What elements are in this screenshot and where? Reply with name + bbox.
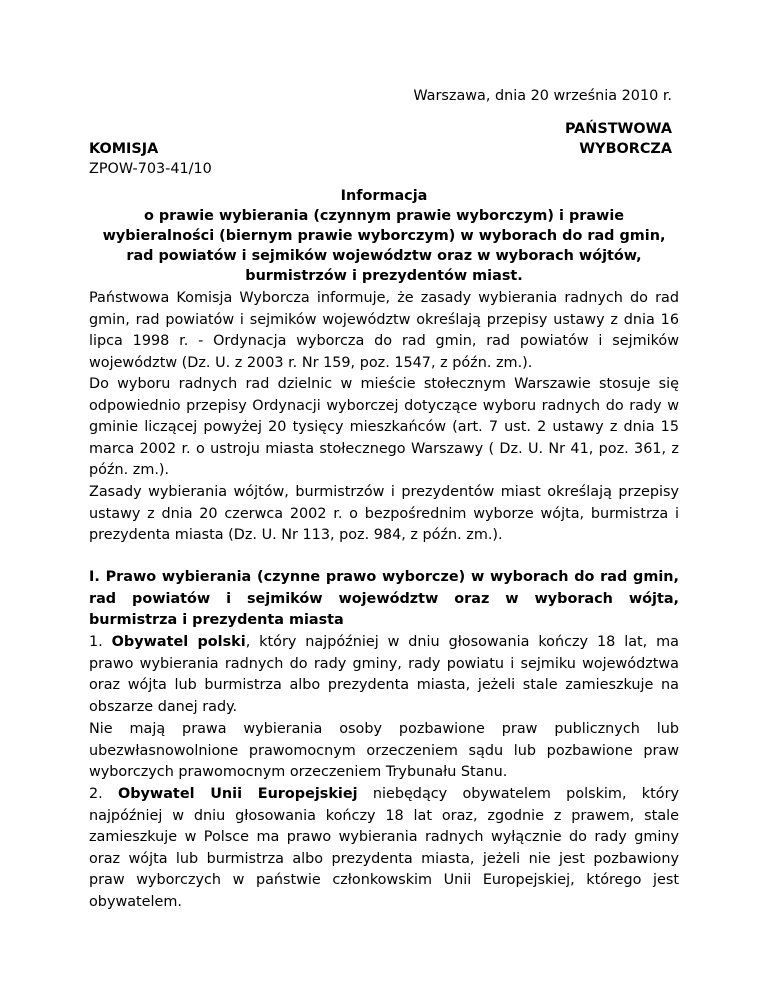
commission-name-line1: PAŃSTWOWA [564,121,672,137]
commission-name-left [89,139,212,179]
item-1-text: , który najpóźniej w dniu głosowania kończy 18 lat, ma prawo wybierania radnych do rady gminy, rady powiatu i sejmiku województwa oraz wójta lub burmistrza albo prezydenta miasta, jeżeli stale zamieszkuje na obszarze danej rady. [89,634,679,715]
document-date: Warszawa, dnia 20 września 2010 r. [413,88,672,104]
commission-name-komisja: KOMISJA [89,141,159,157]
title-subtitle: o prawie wybierania (czynnym prawie wyborczym) i prawie wybieralności (biernym prawie wyborczym) w wyborach do rad gmin, rad powiatów i sejmików województw oraz w wyborach wójtów, burmistrzów i prezydentów miast. [102,208,666,284]
paragraph-warsaw: Do wyboru radnych rad dzielnic w mieście stołecznym Warszawie stosuje się odpowiednio przepisy Ordynacji wyborczej dotyczące wyboru radnych do rady w gminie liczącej powyżej 20 tysięcy mieszkańców (art. 7 ust. 2 ustawy z dnia 15 marca 2002 r. o ustroju miasta stołecznego Warszawy ( Dz. U. Nr 41, poz. 361, z późn. zm.). [89,376,679,478]
section-heading-1: I. Prawo wybierania (czynne prawo wyborcze) w wyborach do rad gmin, rad powiatów i sejmików województw oraz w wyborach wójta, burmistrza i prezydenta miasta [89,569,679,628]
paragraph-intro: Państwowa Komisja Wyborcza informuje, że zasady wybierania radnych do rad gmin, rad powiatów i sejmików województw określają przepisy ustawy z dnia 16 lipca 1998 r. - Ordynacja wyborcza do rad gmin, rad powiatów i sejmików województw (Dz. U. z 2003 r. Nr 159, poz. 1547, z późn. zm.). [89,290,679,371]
item-2-text: niebędący obywatelem polskim, który najpóźniej w dniu głosowania kończy 18 lat oraz, zgodnie z prawem, stale zamieszkuje w Polsce ma prawo wybierania radnych wyłącznie do rady gminy oraz wójta lub burmistrza albo prezydenta miasta, jeżeli nie jest pozbawiony praw wyborczych w państwie członkowskim Unii Europejskiej, którego jest obywatelem. [89,786,680,910]
item-1 [89,632,679,718]
item-1-number: 1. [89,634,103,650]
item-2-number: 2. [89,786,103,802]
commission-name-line2: WYBORCZA [579,141,672,157]
title-heading: Informacja [340,188,428,204]
item-1-bold: Obywatel polski [111,634,246,650]
document-title [89,186,679,286]
item-2-bold: Obywatel Unii Europejskiej [118,786,358,802]
commission-name-right [565,119,672,159]
item-2 [89,784,679,913]
paragraph-exclusion: Nie mają prawa wybierania osoby pozbawione praw publicznych lub ubezwłasnowolnione prawomocnym orzeczeniem sądu lub pozbawione praw wyborczych prawomocnym orzeczeniem Trybunału Stanu. [89,721,679,780]
paragraph-mayors: Zasady wybierania wójtów, burmistrzów i prezydentów miast określają przepisy ustawy z dnia 20 czerwca 2002 r. o bezpośrednim wyborze wójta, burmistrza i prezydenta miasta (Dz. U. Nr 113, poz. 984, z późn. zm.). [89,484,679,543]
reference-number: ZPOW-703-41/10 [89,161,212,177]
